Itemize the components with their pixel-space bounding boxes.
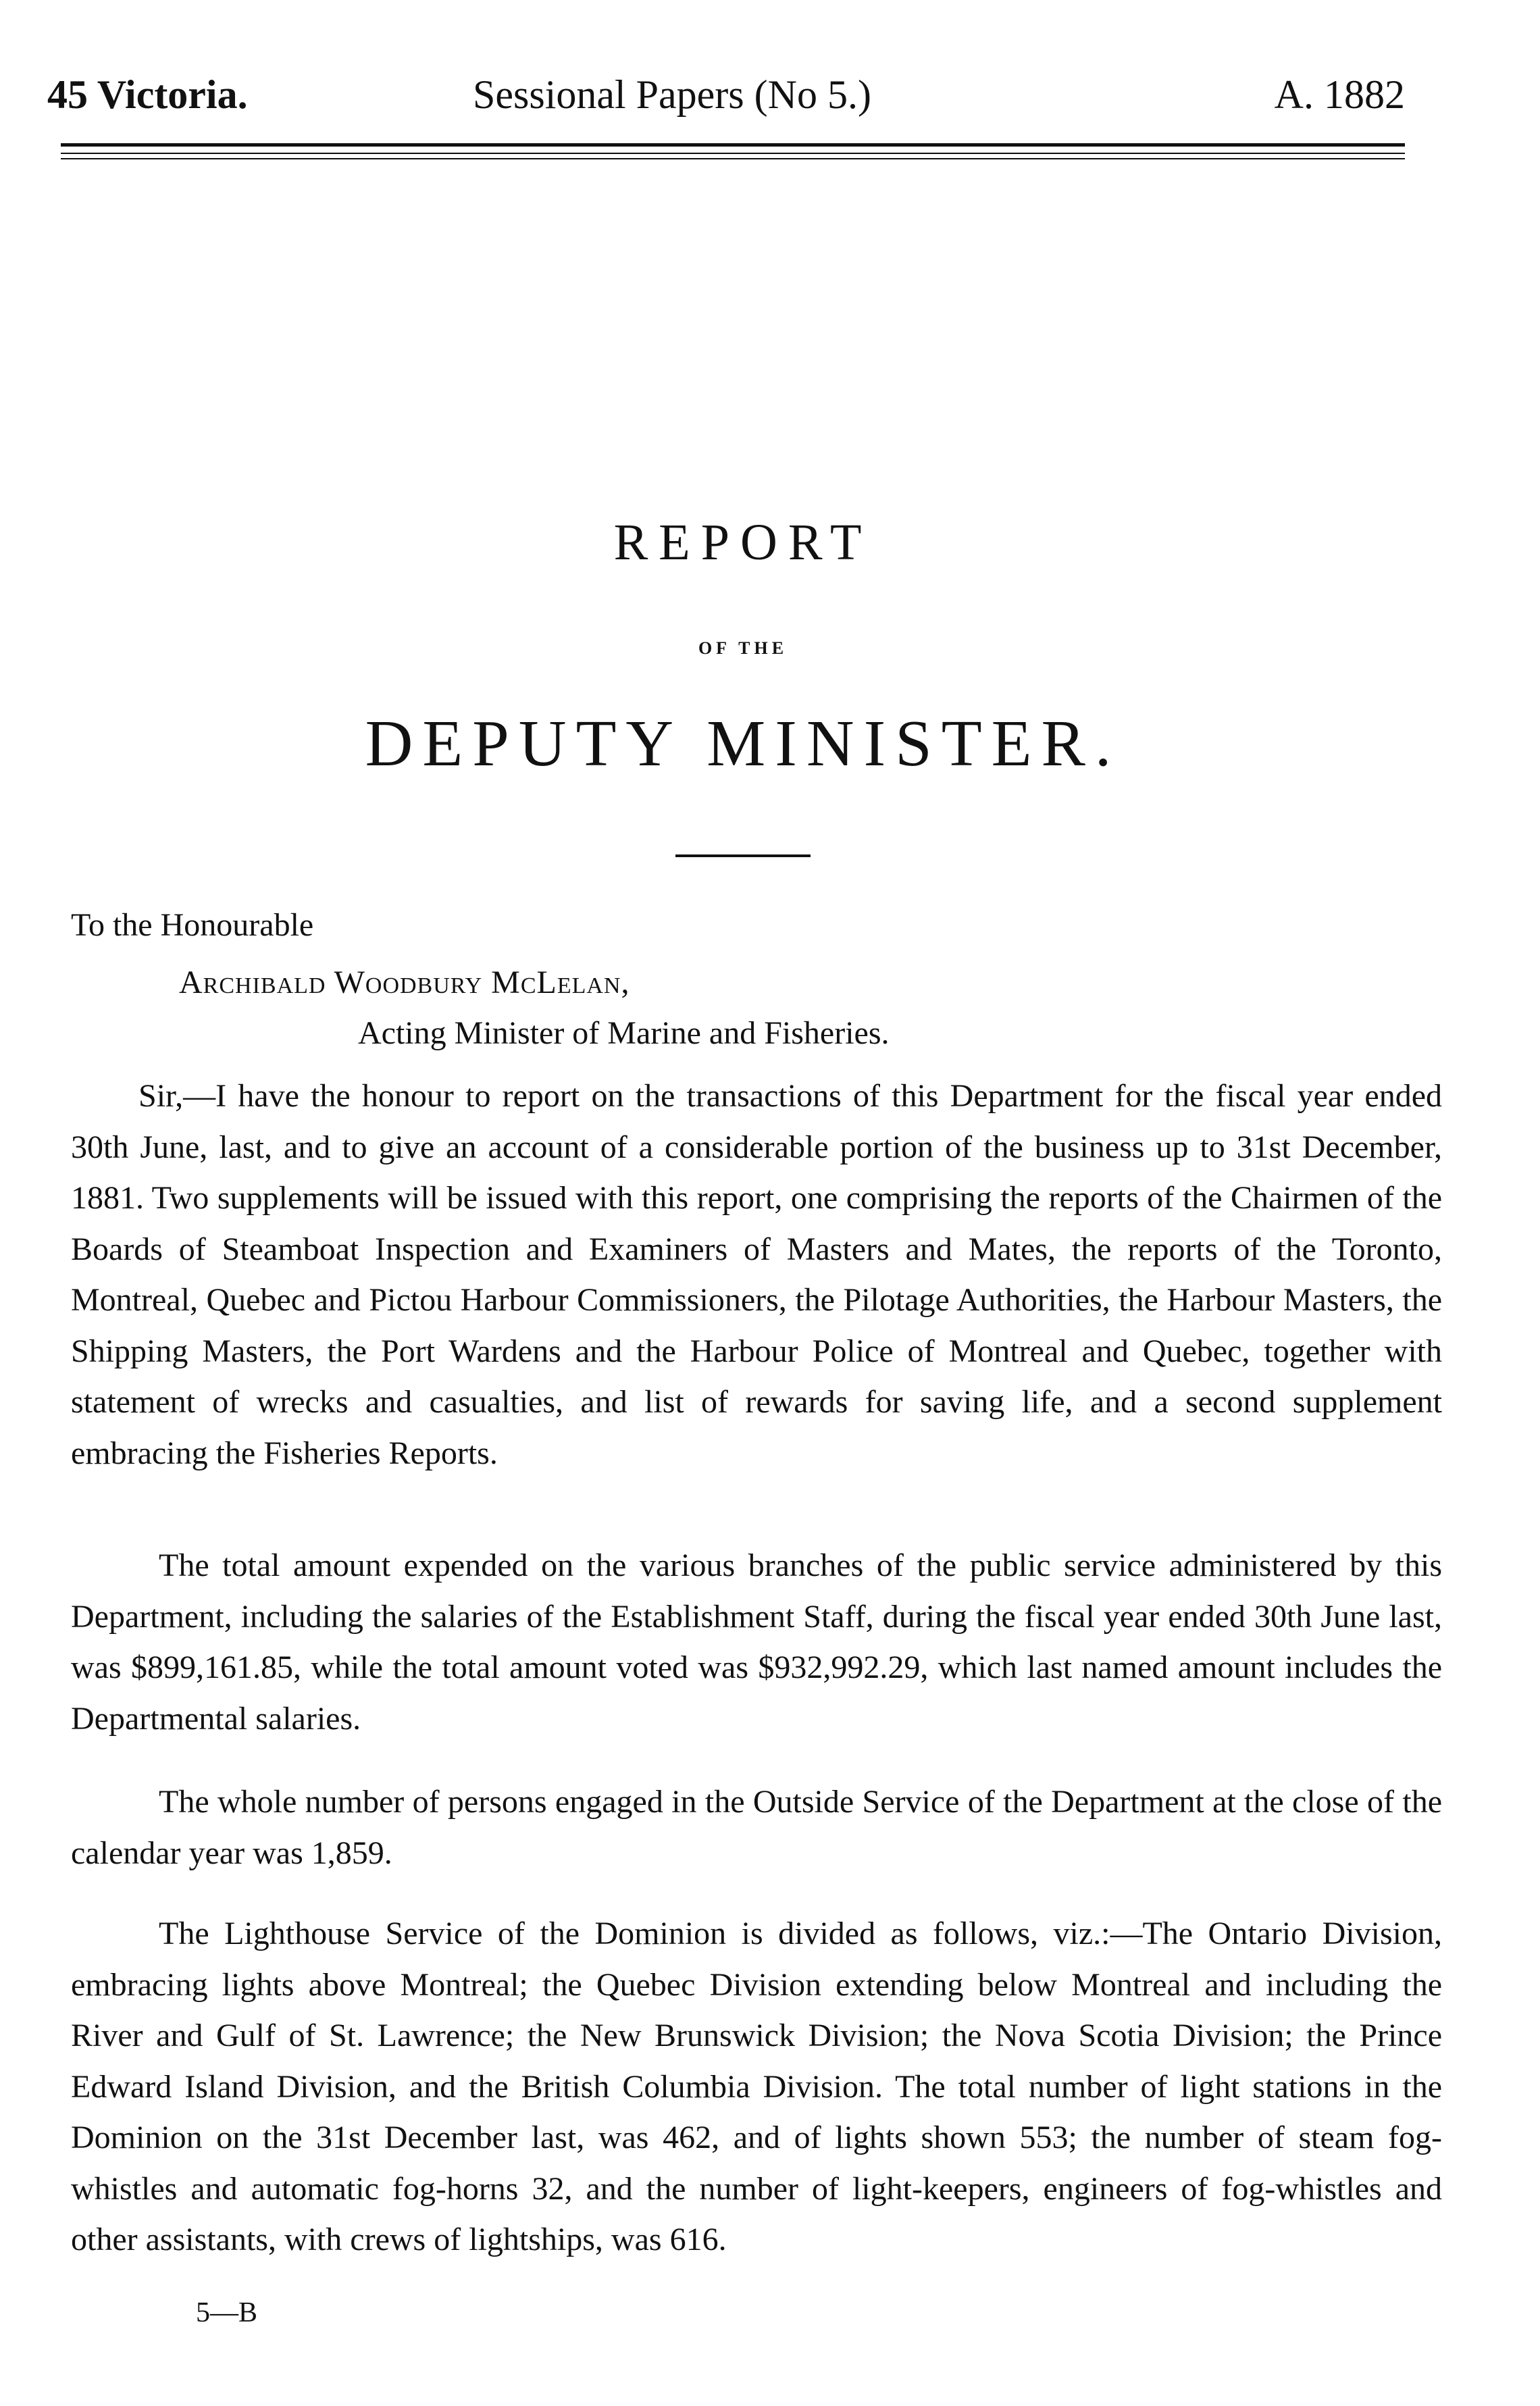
header-volume: 45 Victoria. (47, 72, 248, 117)
paragraph-intro: Sir,—I have the honour to report on the transactions of this Department for the fiscal year ended 30th June, last, and to give an account of a considerable portion of the business up to 31st December, 1881. Two supplements will be issued with this report, one comprising the reports of the Chairmen of the Boards of Steamboat Inspection and Examiners of Masters and Mates, the reports of the Toronto, Montreal, Quebec and Pictou Harbour Commissioners, the Pilotage Authorities, the Harbour Masters, the Shipping Masters, the Port Wardens and the Harbour Police of Montreal and Quebec, together with statement of wrecks and casualties, and list of rewards for saving life, and a second supplement embracing the Fisheries Reports. (71, 1078, 1442, 1471)
page-header (47, 68, 1405, 142)
addressee-name: Archibald Woodbury McLelan, (179, 965, 630, 1000)
header-rule-thin-lower (61, 158, 1405, 159)
signature-mark: 5—B (196, 2297, 258, 2328)
header-rule-thin (61, 153, 1405, 154)
paragraph-lighthouse-service: The Lighthouse Service of the Dominion is divided as follows, viz.:—The Ontario Division, embracing lights above Montreal; the Quebec Division extending below Montreal and including the River and Gulf of St. Lawrence; the New Brunswick Division; the Nova Scotia Division; the Prince Edward Island Division, and the British Columbia Division. The total number of light stations in the Dominion on the 31st December last, was 462, and of lights shown 553; the number of steam fog-whistles and automatic fog-horns 32, and the number of light-keepers, engineers of fog-whistles and other assistants, with crews of lightships, was 616. (71, 1916, 1442, 2257)
paragraph-outside-service: The whole number of persons engaged in the Outside Service of the Department at the close of the calendar year was 1,859. (71, 1784, 1442, 1871)
title-divider (675, 854, 811, 857)
title-of-the: OF THE (698, 638, 788, 658)
title-report: REPORT (613, 514, 873, 571)
header-year: A. 1882 (1274, 72, 1405, 117)
addressee-title: Acting Minister of Marine and Fisheries. (358, 1015, 890, 1051)
title-deputy-minister: DEPUTY MINISTER. (365, 707, 1121, 780)
salutation: To the Honourable (71, 907, 314, 943)
header-rule-thick (61, 143, 1405, 147)
header-sessional-papers: Sessional Papers (No 5.) (473, 72, 871, 117)
paragraph-expenditure: The total amount expended on the various branches of the public service administered by this Department, including the salaries of the Establishment Staff, during the fiscal year ended 30th June last, was $899,161.85, while the total amount voted was $932,992.29, which last named amount includes the Departmental salaries. (71, 1547, 1442, 1737)
